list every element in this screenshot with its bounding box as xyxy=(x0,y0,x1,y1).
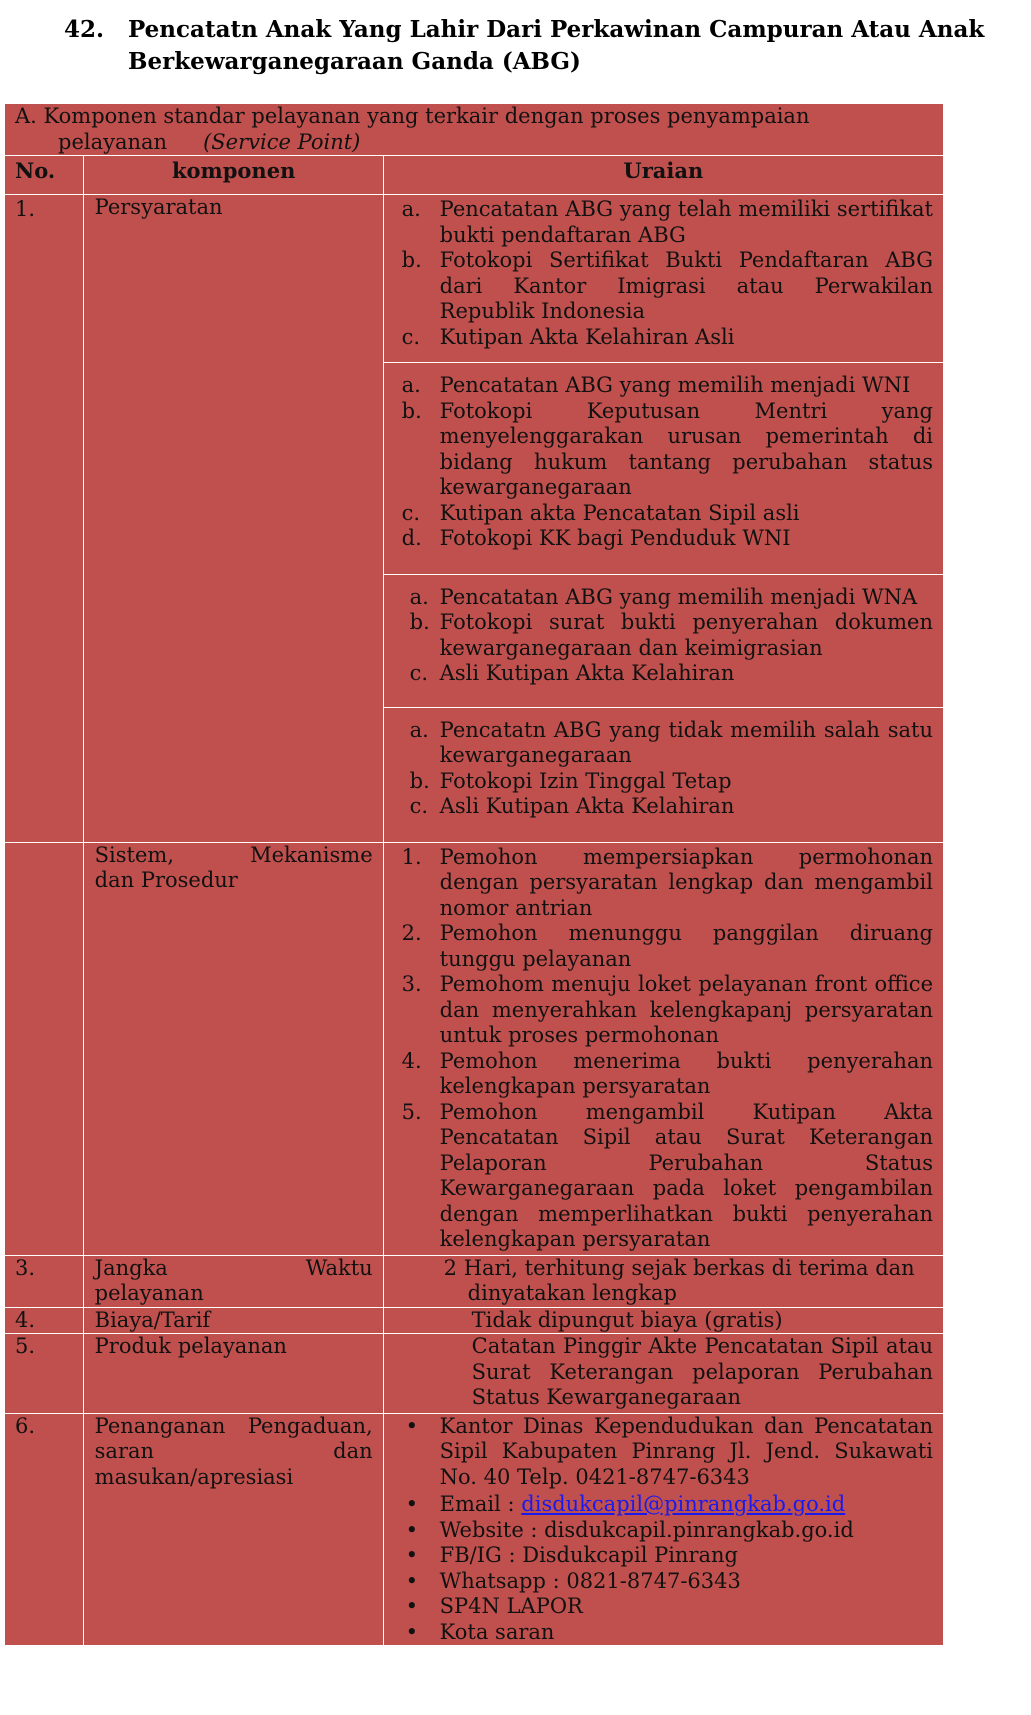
list-item xyxy=(402,1620,933,1646)
list-item: 2. Pemohon menunggu panggilan diruang tunggu pelayanan xyxy=(401,921,933,971)
row-komponen: Jangka Waktu pelayanan xyxy=(83,1255,383,1307)
list-item: b. Fotokopi Keputusan Mentri yang menyelenggarakan urusan pemerintah di bidang hukum tantang perubahan status kewarganegaraan xyxy=(401,398,933,499)
row-number: 3. xyxy=(5,1255,84,1307)
table-row-pengaduan xyxy=(5,1413,944,1646)
row-uraian: 2 Hari, terhitung sejak berkas di terima dan dinyatakan lengkap xyxy=(383,1255,943,1307)
heading-number: 42. xyxy=(64,16,105,43)
list-item: c. Asli Kutipan Akta Kelahiran xyxy=(409,661,735,685)
row-komponen: Produk pelayanan xyxy=(83,1334,383,1414)
row-uraian xyxy=(383,195,943,843)
bullet-icon: • xyxy=(405,1568,419,1593)
list-item: 5. Pemohon mengambil Kutipan Akta Pencatatan Sipil atau Surat Keterangan Pelaporan Perubahan Status Kewarganegaraan pada loket pengambilan dengan memperlihatkan bukti penyerahan kelengkapan persyaratan xyxy=(401,1099,933,1251)
list-item: 4. Pemohon menerima bukti penyerahan kelengkapan persyaratan xyxy=(401,1048,933,1098)
row-uraian xyxy=(383,842,943,1255)
list-item: c. Asli Kutipan Akta Kelahiran xyxy=(409,794,735,818)
list-item xyxy=(402,1569,933,1595)
list-item: c. Kutipan akta Pencatatan Sipil asli xyxy=(401,500,800,525)
contact-list xyxy=(384,1414,943,1646)
website-text: Website : disdukcapil.pinrangkab.go.id xyxy=(439,1517,854,1542)
bullet-icon: • xyxy=(405,1517,419,1542)
table-row-persyaratan xyxy=(5,195,944,843)
heading-line-1: Pencatatn Anak Yang Lahir Dari Perkawinan Campuran Atau Anak xyxy=(128,16,985,43)
whatsapp-text: Whatsapp : 0821-8747-6343 xyxy=(439,1568,741,1593)
table-header-row xyxy=(5,156,944,195)
service-standard-table xyxy=(4,103,944,1646)
bullet-icon: • xyxy=(405,1543,419,1567)
list-item: 1. Pemohon mempersiapkan permohonan dengan persyaratan lengkap dan mengambil nomor antrian xyxy=(401,844,933,920)
column-header-komponen: komponen xyxy=(83,156,383,195)
list-item: d. Fotokopi KK bagi Penduduk WNI xyxy=(401,526,791,550)
list-item xyxy=(402,1518,933,1544)
row-uraian: Tidak dipungut biaya (gratis) xyxy=(383,1307,943,1334)
row-uraian: Catatan Pinggir Akte Pencatatan Sipil atau Surat Keterangan pelaporan Perubahan Status Kewarganegaraan xyxy=(383,1334,943,1414)
row-komponen: Biaya/Tarif xyxy=(83,1307,383,1334)
list-item: a. Pencatatn ABG yang tidak memilih salah satu kewarganegaraan xyxy=(409,717,933,767)
list-item: a. Pencatatan ABG yang memilih menjadi WNA xyxy=(409,584,918,609)
bullet-icon: • xyxy=(405,1619,419,1644)
social-media-text: FB/IG : Disdukcapil Pinrang xyxy=(439,1543,738,1567)
row-komponen: Penanganan Pengaduan, saran dan masukan/apresiasi xyxy=(83,1413,383,1646)
email-link[interactable]: disdukcapil@pinrangkab.go.id xyxy=(521,1492,846,1516)
list-item: • Email : disdukcapil@pinrangkab.go.id xyxy=(402,1492,933,1518)
list-item xyxy=(402,1594,933,1620)
row-number: 1. xyxy=(5,195,84,843)
kota-saran-text: Kota saran xyxy=(439,1619,555,1644)
bullet-icon: • xyxy=(405,1413,419,1438)
section-title-row xyxy=(5,104,944,156)
requirement-block xyxy=(384,195,943,363)
list-item xyxy=(402,1543,933,1569)
row-number xyxy=(5,842,84,1255)
column-header-no: No. xyxy=(5,156,84,195)
sp4n-lapor-text: SP4N LAPOR xyxy=(439,1594,583,1618)
heading-line-2: Berkewarganegaraan Ganda (ABG) xyxy=(128,48,581,75)
service-point-label: (Service Point) xyxy=(203,129,361,154)
list-item: a. Pencatatan ABG yang memilih menjadi WNI xyxy=(401,373,911,397)
row-number: 4. xyxy=(5,1307,84,1334)
list-item: b. Fotokopi Izin Tinggal Tetap xyxy=(409,768,732,793)
list-item: a. Pencatatan ABG yang telah memiliki sertifikat bukti pendaftaran ABG xyxy=(401,197,933,247)
requirement-block xyxy=(384,708,943,842)
table-row-jangka-waktu xyxy=(5,1255,944,1307)
section-title-text: A. Komponen standar pelayanan yang terkair dengan proses penyampaian xyxy=(15,104,810,128)
column-header-uraian: Uraian xyxy=(383,156,943,195)
section-title xyxy=(5,104,944,156)
row-komponen: Persyaratan xyxy=(83,195,383,843)
table-row-sistem xyxy=(5,842,944,1255)
table-row-biaya xyxy=(5,1307,944,1334)
list-item xyxy=(402,1414,933,1491)
list-item: 3. Pemohom menuju loket pelayanan front office dan menyerahkan kelengkapanj persyaratan untuk proses permohonan xyxy=(401,972,933,1047)
list-item: b. Fotokopi Sertifikat Bukti Pendaftaran ABG dari Kantor Imigrasi atau Perwakilan Republik Indonesia xyxy=(401,248,933,323)
office-address: Kantor Dinas Kependudukan dan Pencatatan Sipil Kabupaten Pinrang Jl. Jend. Sukawati No. 40 Telp. 0421-8747-6343 xyxy=(439,1413,933,1489)
section-title-text-2: pelayanan xyxy=(58,129,168,154)
bullet-icon: • xyxy=(405,1594,419,1618)
requirement-block xyxy=(384,575,943,708)
list-item: c. Kutipan Akta Kelahiran Asli xyxy=(401,324,735,349)
procedure-list xyxy=(384,843,943,1255)
list-item: b. Fotokopi surat bukti penyerahan dokumen kewarganegaraan dan keimigrasian xyxy=(409,610,933,660)
row-uraian xyxy=(383,1413,943,1646)
requirement-block xyxy=(384,363,943,575)
row-komponen: Sistem, Mekanisme dan Prosedur xyxy=(83,842,383,1255)
bullet-icon: • xyxy=(405,1492,419,1516)
table-row-produk xyxy=(5,1334,944,1414)
row-number: 6. xyxy=(5,1413,84,1646)
row-number: 5. xyxy=(5,1334,84,1414)
